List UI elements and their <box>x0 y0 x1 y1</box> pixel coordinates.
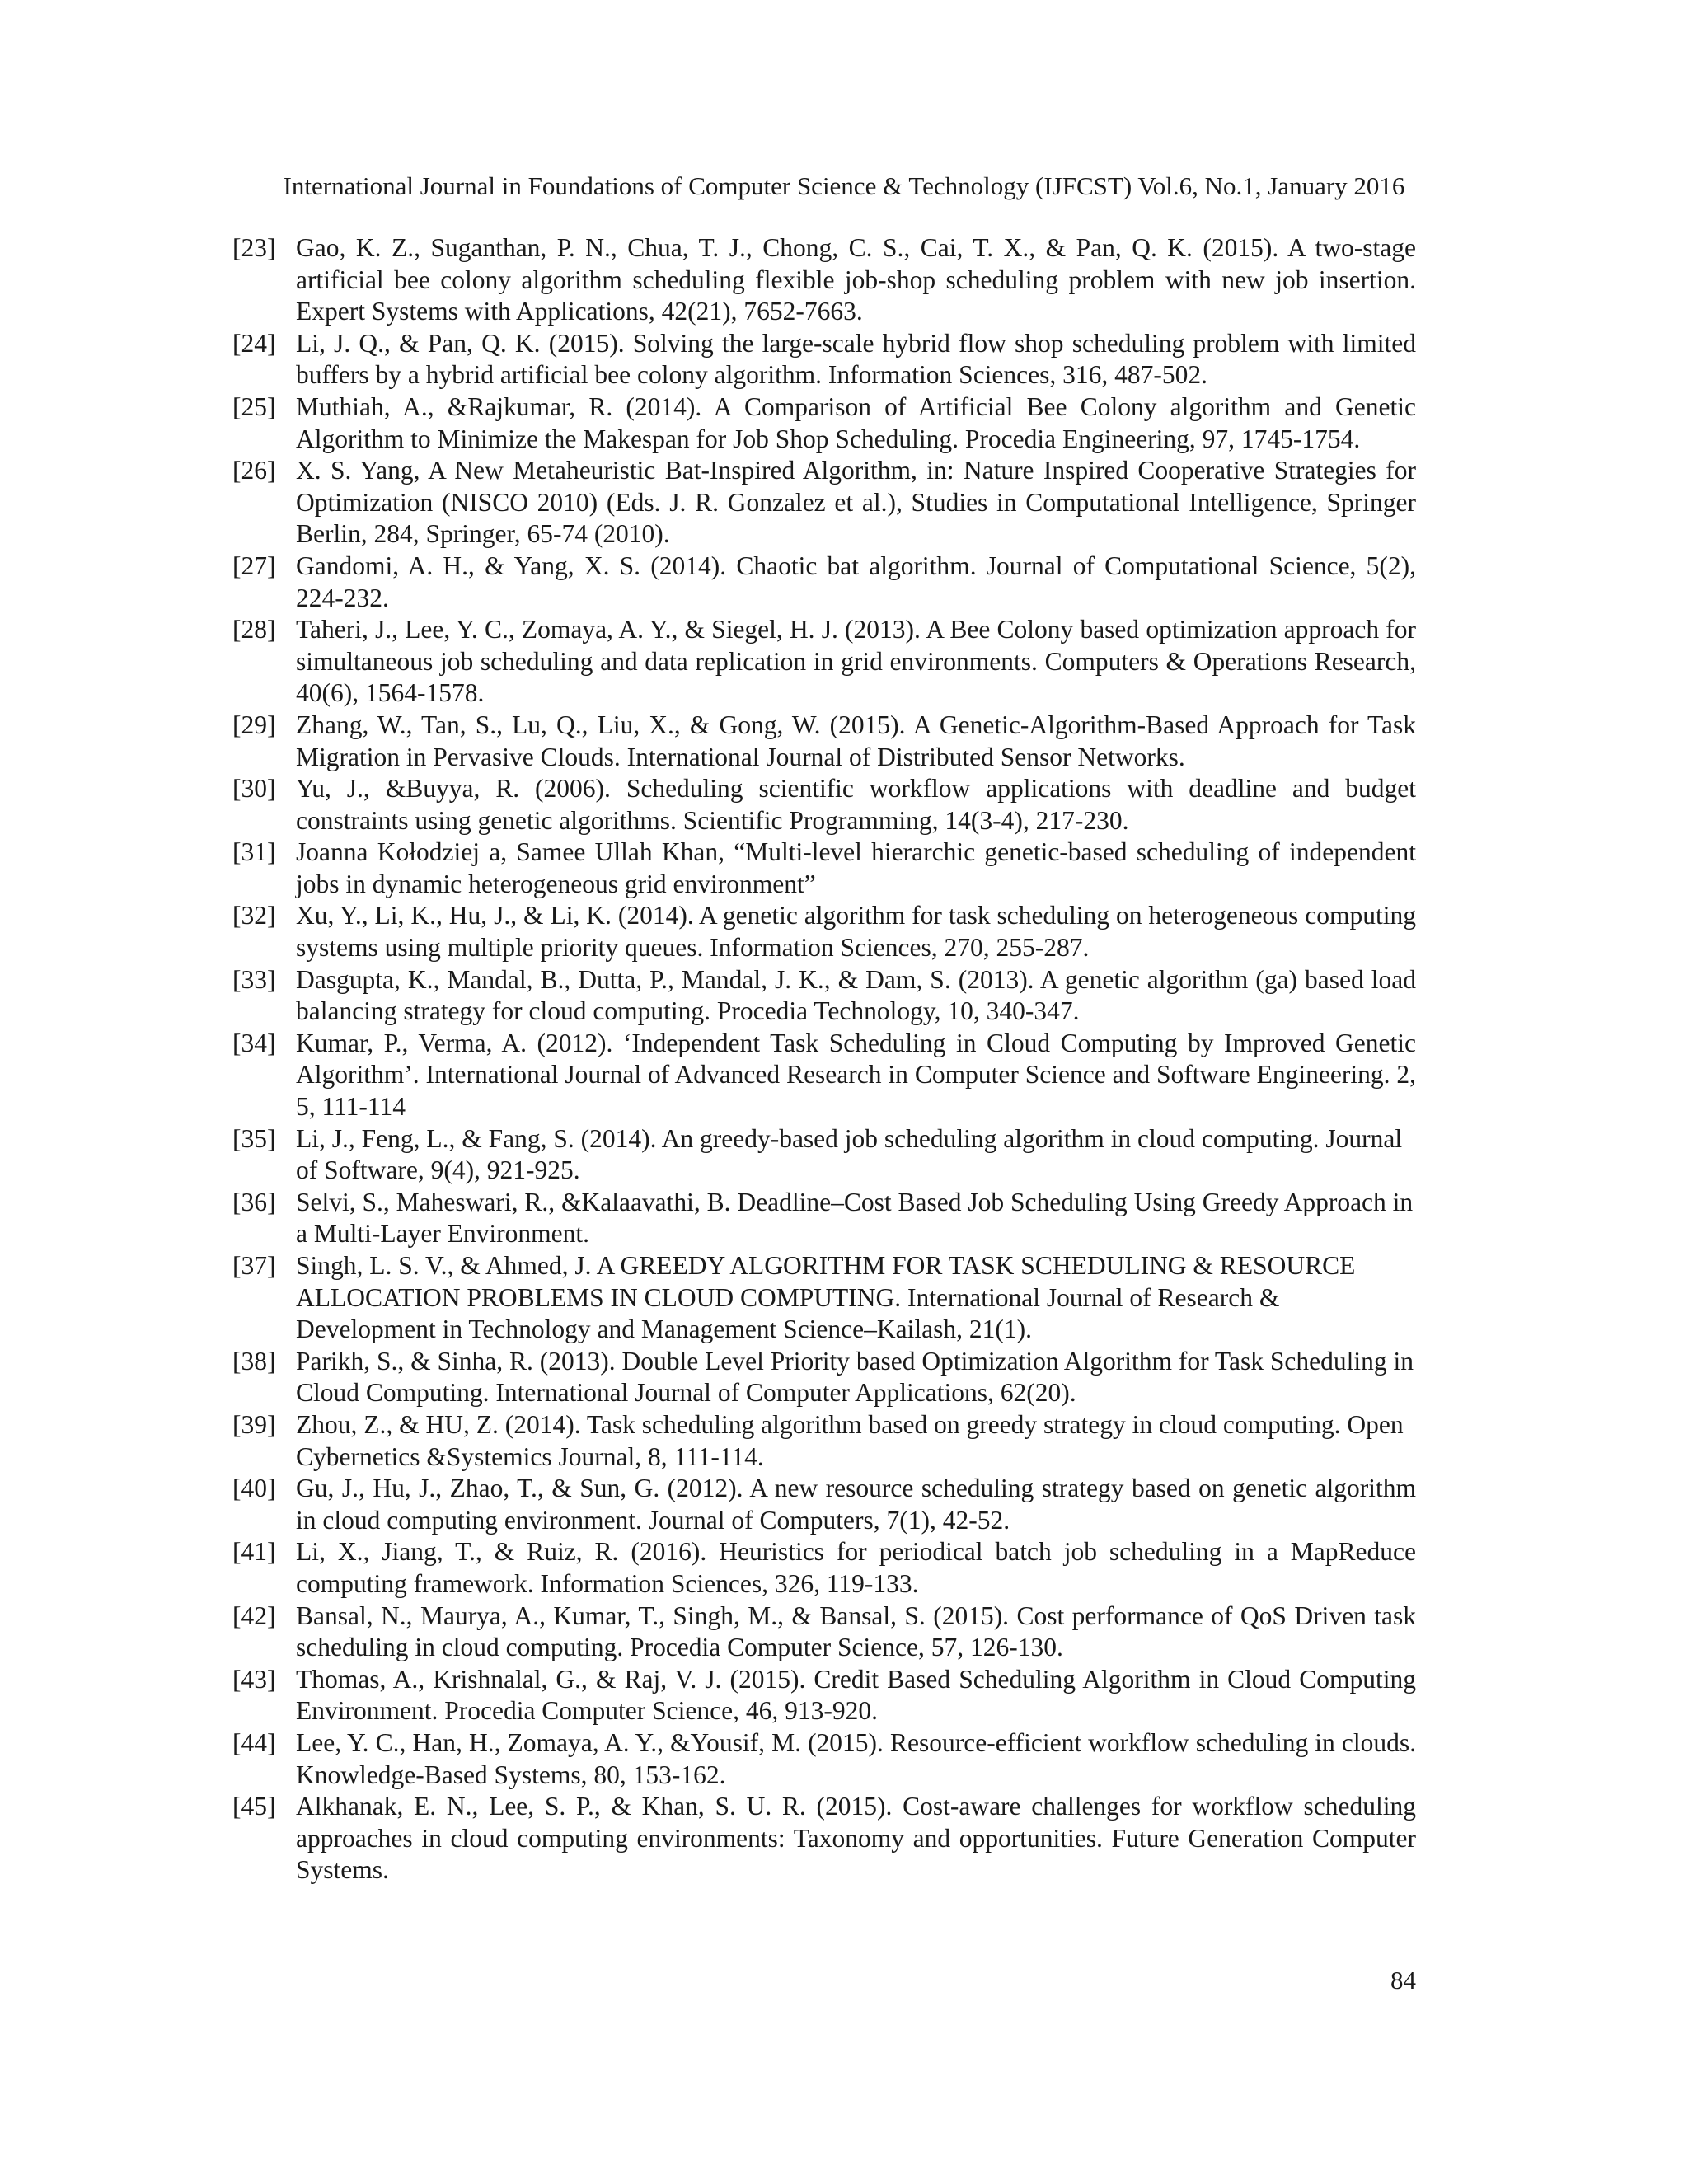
reference-text: Li, J. Q., & Pan, Q. K. (2015). Solving the large-scale hybrid flow shop scheduling problem with limited buffers by a hybrid artificial bee colony algorithm. Information Sciences, 316, 487-502. <box>296 328 1416 390</box>
reference-entry <box>232 1346 1416 1409</box>
reference-text: Selvi, S., Maheswari, R., &Kalaavathi, B. Deadline–Cost Based Job Scheduling Using Greedy Approach in a Multi-Layer Environment. <box>296 1187 1414 1249</box>
reference-text: Kumar, P., Verma, A. (2012). ‘Independent Task Scheduling in Cloud Computing by Improved Genetic Algorithm’. International Journal of Advanced Research in Computer Science and Software Engineering. 2, 5, 111-114 <box>296 1028 1416 1122</box>
reference-number: [44] <box>232 1727 276 1757</box>
reference-text: Dasgupta, K., Mandal, B., Dutta, P., Mandal, J. K., & Dam, S. (2013). A genetic algorithm (ga) based load balancing strategy for cloud computing. Procedia Technology, 10, 340-347. <box>296 964 1416 1026</box>
reference-text: X. S. Yang, A New Metaheuristic Bat-Inspired Algorithm, in: Nature Inspired Cooperative Strategies for Optimization (NISCO 2010) (Eds. J. R. Gonzalez et al.), Studies in Computational Intelligence, Springer Berlin, 284, Springer, 65-74 (2010). <box>296 456 1416 549</box>
reference-number: [32] <box>232 901 276 930</box>
reference-number: [26] <box>232 456 276 485</box>
reference-text: Alkhanak, E. N., Lee, S. P., & Khan, S. U. R. (2015). Cost-aware challenges for workflow scheduling approaches in cloud computing environments: Taxonomy and opportunities. Future Generation Computer Systems. <box>296 1792 1416 1885</box>
reference-text: Parikh, S., & Sinha, R. (2013). Double Level Priority based Optimization Algorithm for Task Scheduling in Cloud Computing. International Journal of Computer Applications, 62(20). <box>296 1346 1414 1408</box>
reference-number: [33] <box>232 964 276 994</box>
reference-text: Yu, J., &Buyya, R. (2006). Scheduling scientific workflow applications with deadline and budget constraints using genetic algorithms. Scientific Programming, 14(3-4), 217-230. <box>296 774 1416 835</box>
reference-text: Thomas, A., Krishnalal, G., & Raj, V. J. (2015). Credit Based Scheduling Algorithm in Cloud Computing Environment. Procedia Computer Science, 46, 913-920. <box>296 1664 1416 1726</box>
reference-entry <box>232 1250 1416 1346</box>
reference-number: [30] <box>232 774 276 804</box>
reference-text: Gao, K. Z., Suganthan, P. N., Chua, T. J., Chong, C. S., Cai, T. X., & Pan, Q. K. (2015). A two-stage artificial bee colony algorithm scheduling flexible job-shop scheduling problem with new job insertion. Expert Systems with Applications, 42(21), 7652-7663. <box>296 233 1416 326</box>
reference-entry <box>232 551 1416 614</box>
reference-text: Singh, L. S. V., & Ahmed, J. A GREEDY ALGORITHM FOR TASK SCHEDULING & RESOURCE ALLOCATION PROBLEMS IN CLOUD COMPUTING. International Journal of Research & Development in Technology and Management Science–Kailash, 21(1). <box>296 1251 1356 1344</box>
reference-number: [38] <box>232 1346 276 1376</box>
reference-entry <box>232 964 1416 1028</box>
reference-number: [43] <box>232 1664 276 1694</box>
reference-entry <box>232 1664 1416 1727</box>
reference-number: [36] <box>232 1187 276 1216</box>
reference-number: [27] <box>232 551 276 580</box>
reference-entry <box>232 232 1416 328</box>
journal-running-header: International Journal in Foundations of Computer Science & Technology (IJFCST) Vol.6, No.1, January 2016 <box>283 171 1405 200</box>
reference-entry <box>232 1536 1416 1600</box>
reference-text: Li, X., Jiang, T., & Ruiz, R. (2016). Heuristics for periodical batch job scheduling in a MapReduce computing framework. Information Sciences, 326, 119-133. <box>296 1537 1416 1598</box>
reference-text: Zhou, Z., & HU, Z. (2014). Task scheduling algorithm based on greedy strategy in cloud computing. Open Cybernetics &Systemics Journal, 8, 111-114. <box>296 1409 1404 1471</box>
reference-entry <box>232 1727 1416 1791</box>
reference-entry <box>232 710 1416 773</box>
reference-entry <box>232 1187 1416 1250</box>
reference-number: [35] <box>232 1123 276 1153</box>
reference-text: Xu, Y., Li, K., Hu, J., & Li, K. (2014). A genetic algorithm for task scheduling on heterogeneous computing systems using multiple priority queues. Information Sciences, 270, 255-287. <box>296 901 1416 963</box>
reference-text: Joanna Kołodziej a, Samee Ullah Khan, “Multi-level hierarchic genetic-based scheduling of independent jobs in dynamic heterogeneous grid environment” <box>296 837 1416 898</box>
reference-entry <box>232 837 1416 900</box>
reference-number: [25] <box>232 391 276 421</box>
reference-entry <box>232 1123 1416 1187</box>
reference-entry <box>232 1409 1416 1473</box>
reference-text: Gu, J., Hu, J., Zhao, T., & Sun, G. (2012). A new resource scheduling strategy based on genetic algorithm in cloud computing environment. Journal of Computers, 7(1), 42-52. <box>296 1474 1416 1535</box>
reference-number: [45] <box>232 1792 276 1821</box>
reference-entry <box>232 900 1416 963</box>
reference-number: [29] <box>232 710 276 739</box>
reference-entry <box>232 614 1416 710</box>
reference-list <box>232 232 1416 1886</box>
reference-text: Taheri, J., Lee, Y. C., Zomaya, A. Y., & Siegel, H. J. (2013). A Bee Colony based optimization approach for simultaneous job scheduling and data replication in grid environments. Computers & Operations Research, 40(6), 1564-1578. <box>296 615 1416 708</box>
reference-entry <box>232 455 1416 551</box>
reference-entry <box>232 773 1416 837</box>
reference-entry <box>232 1601 1416 1664</box>
reference-number: [41] <box>232 1537 276 1567</box>
reference-text: Li, J., Feng, L., & Fang, S. (2014). An greedy-based job scheduling algorithm in cloud computing. Journal of Software, 9(4), 921-925. <box>296 1123 1403 1185</box>
reference-text: Bansal, N., Maurya, A., Kumar, T., Singh, M., & Bansal, S. (2015). Cost performance of QoS Driven task scheduling in cloud computing. Procedia Computer Science, 57, 126-130. <box>296 1601 1416 1662</box>
reference-entry <box>232 1473 1416 1536</box>
reference-number: [28] <box>232 615 276 644</box>
reference-number: [31] <box>232 837 276 867</box>
reference-text: Lee, Y. C., Han, H., Zomaya, A. Y., &Yousif, M. (2015). Resource-efficient workflow scheduling in clouds. Knowledge-Based Systems, 80, 153-162. <box>296 1727 1416 1789</box>
reference-number: [37] <box>232 1251 276 1280</box>
reference-text: Gandomi, A. H., & Yang, X. S. (2014). Chaotic bat algorithm. Journal of Computational Science, 5(2), 224-232. <box>296 551 1416 612</box>
reference-number: [39] <box>232 1409 276 1439</box>
reference-number: [24] <box>232 328 276 358</box>
page-number: 84 <box>1390 1966 1416 1994</box>
reference-number: [34] <box>232 1028 276 1057</box>
reference-entry <box>232 328 1416 391</box>
reference-entry <box>232 1791 1416 1886</box>
reference-number: [42] <box>232 1601 276 1630</box>
reference-entry <box>232 1028 1416 1123</box>
reference-text: Zhang, W., Tan, S., Lu, Q., Liu, X., & Gong, W. (2015). A Genetic-Algorithm-Based Approach for Task Migration in Pervasive Clouds. International Journal of Distributed Sensor Networks. <box>296 710 1416 771</box>
reference-entry <box>232 391 1416 455</box>
reference-number: [23] <box>232 233 276 262</box>
reference-number: [40] <box>232 1474 276 1503</box>
reference-text: Muthiah, A., &Rajkumar, R. (2014). A Comparison of Artificial Bee Colony algorithm and Genetic Algorithm to Minimize the Makespan for Job Shop Scheduling. Procedia Engineering, 97, 1745-1754. <box>296 391 1416 453</box>
